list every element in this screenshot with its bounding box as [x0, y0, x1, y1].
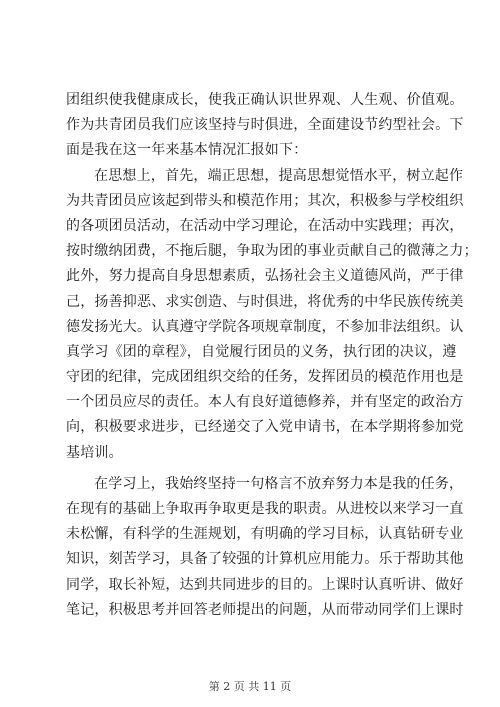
text-line: 团组织使我健康成长，使我正确认识世界观、人生观、价值观。	[66, 92, 464, 108]
text-line: 同学，取长补短，达到共同进步的目的。上课时认真听讲、做好	[66, 576, 464, 593]
text-line: 作为共青团员我们应该坚持与时俱进，全面建设节约型社会。下	[66, 117, 464, 134]
text-line: 德发扬光大。认真遵守学院各项规章制度，不参加非法组织。认	[66, 318, 464, 335]
text-line: 己，扬善抑恶、求实创造、与时俱进，将优秀的中华民族传统美	[66, 293, 464, 310]
text-line: 为共青团员应该起到带头和模范作用；其次，积极参与学校组织	[66, 192, 464, 209]
text-line: 面是我在这一年来基本情况汇报如下：	[66, 142, 308, 159]
paragraph-start-line: 在思想上，首先，端正思想，提高思想觉悟水平，树立起作	[94, 167, 464, 184]
paragraph-start-line: 在学习上，我始终坚持一句格言不放弃努力本是我的任务，	[94, 475, 464, 492]
text-line: 一个团员应尽的责任。本人有良好道德修养，并有坚定的政治方	[66, 394, 464, 411]
text-line: 笔记，积极思考并回答老师提出的问题，从而带动同学们上课时	[66, 601, 464, 618]
text-line: 的各项团员活动，在活动中学习理论，在活动中实践理；再次，	[66, 217, 464, 234]
text-line: 向，积极要求进步，已经递交了入党申请书，在本学期将参加党	[66, 419, 464, 436]
text-line: 按时缴纳团费，不拖后腿，争取为团的事业贡献自己的微薄之力；	[66, 243, 478, 260]
document-body	[66, 88, 478, 623]
text-line: 此外，努力提高自身思想素质，弘扬社会主义道德风尚，严于律	[66, 268, 464, 285]
text-line: 知识，刻苦学习，具备了较强的计算机应用能力。乐于帮助其他	[66, 551, 464, 568]
page-number-footer: 第 2 页 共 11 页	[208, 680, 292, 693]
text-line: 守团的纪律，完成团组织交给的任务，发挥团员的模范作用也是	[66, 369, 464, 386]
text-line: 基培训。	[66, 444, 123, 461]
text-line: 未松懈，有科学的生涯规划，有明确的学习目标，认真钻研专业	[66, 526, 464, 543]
text-line: 在现有的基础上争取再争取更是我的职责。从进校以来学习一直	[66, 501, 464, 517]
text-line: 真学习《团的章程》，自觉履行团员的义务，执行团的决议，遵	[66, 343, 457, 360]
